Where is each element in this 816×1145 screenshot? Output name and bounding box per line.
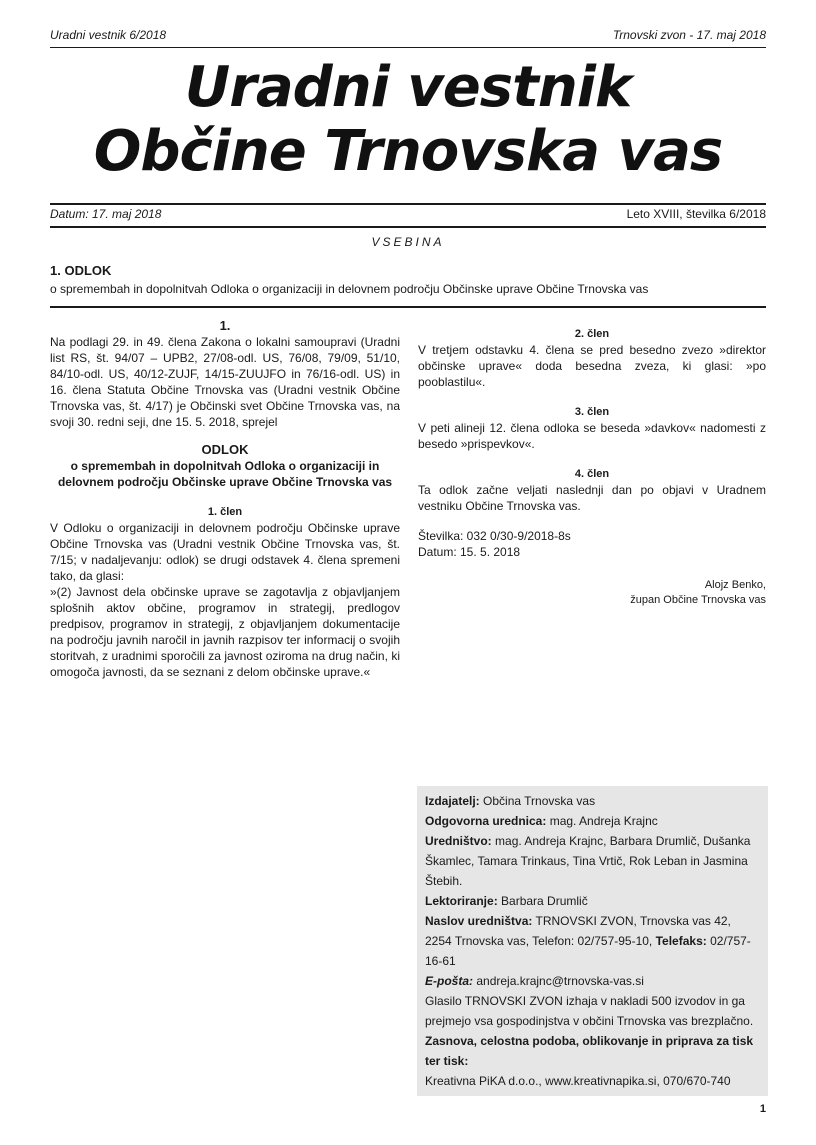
article-3-heading: 3. člen (574, 406, 610, 418)
signer-title: župan Občine Trnovska vas (630, 594, 766, 606)
article-3-text: V peti alineji 12. člena odloka se beseda »davkov« nadomesti z besedo »prispevkov«. (418, 421, 766, 451)
imprint-circulation: Glasilo TRNOVSKI ZVON izhaja v nakladi 500 izvodov in ga prejmejo vsa gospodinjstva v občini Trnovska vas brezplačno. (425, 994, 754, 1028)
article-4-heading: 4. člen (574, 468, 610, 480)
running-head-left: Uradni vestnik 6/2018 (50, 28, 167, 42)
imprint-editor: Odgovorna urednica: mag. Andreja Krajnc (425, 814, 658, 828)
masthead (50, 56, 766, 184)
email-link[interactable]: andreja.krajnc@trnovska-vas.si (476, 974, 644, 988)
toc-item-title: 1. ODLOK (50, 263, 112, 278)
article-2-text: V tretjem odstavku 4. člena se pred besedno zvezo »direktor občinske uprave« doda besedna zveza, ki glasi: »po pooblastilu«. (418, 343, 766, 389)
article-1-quote: »(2) Javnost dela občinske uprave se zagotavlja z objavljanjem splošnih aktov občine, programov in strategij, predlogov predpisov, programov in strategij, z objavljanjem dokumentacije na področju javnih naročil in javnih razpisov ter informacij o svojih storitvah, z uradnimi sporočili za javnost oziroma na drug način, ki omogoča javnosti, da se seznani z delom občinske uprave.« (50, 585, 400, 679)
toc-rule (50, 306, 766, 308)
imprint-design: Kreativna PiKA d.o.o., www.kreativnapika.si, 070/670-740 (425, 1074, 731, 1088)
article-2-heading: 2. člen (574, 328, 610, 340)
imprint-publisher: Izdajatelj: Občina Trnovska vas (425, 794, 596, 808)
imprint-address: Naslov uredništva: TRNOVSKI ZVON, Trnovska vas 42, 2254 Trnovska vas, Telefon: 02/757-95-10, Telefaks: 02/757-16-61 (425, 914, 751, 968)
header-rule (50, 47, 766, 48)
issue-date: Datum: 17. maj 2018 (50, 207, 162, 221)
right-column (418, 318, 766, 608)
article-1-text: V Odloku o organizaciji in delovnem področju Občinske uprave Občine Trnovska vas (Uradni vestnik Občine Trnovska vas, št. 7/15; v nadaljevanju: odlok) se drugi odstavek 4. člena spremeni tako, da glasi: (50, 521, 400, 583)
signature-block (418, 578, 766, 608)
masthead-line-2: Občine Trnovska vas (93, 119, 723, 184)
imprint-design-label: Zasnova, celostna podoba, oblikovanje in priprava za tisk ter tisk: (425, 1034, 754, 1068)
issue-number: Leto XVIII, številka 6/2018 (626, 207, 766, 221)
odlok-subtitle: o spremembah in dopolnitvah Odloka o organizaciji in delovnem področju Občinske uprave Občine Trnovska vas (57, 459, 393, 489)
dateline (50, 207, 766, 223)
imprint-box (417, 786, 768, 1096)
dateline-rule-bottom (50, 226, 766, 228)
imprint-email: E-pošta: andreja.krajnc@trnovska-vas.si (425, 974, 644, 988)
imprint-proofreading: Lektoriranje: Barbara Drumlič (425, 894, 588, 908)
article-4-text: Ta odlok začne veljati naslednji dan po objavi v Uradnem vestniku Občine Trnovska vas. (418, 483, 766, 513)
dateline-rule-top (50, 203, 766, 205)
preamble: Na podlagi 29. in 49. člena Zakona o lokalni samoupravi (Uradni list RS, št. 94/07 – UPB2, 27/08-odl. US, 76/08, 79/09, 51/10, 84/10-odl. US, 40/12-ZUJF, 14/15-ZUUJFO in 76/16-odl. US) in 16. člena Statuta Občine Trnovska vas (Uradni vestnik Občine Trnovska vas, št. 4/17) je Občinski svet Občine Trnovska vas, na svoji 30. redni seji, dne 15. 5. 2018, sprejel (50, 335, 400, 429)
odlok-heading: ODLOK (201, 442, 249, 457)
page-number: 1 (759, 1103, 766, 1115)
running-head (50, 28, 766, 44)
section-number: 1. (219, 318, 231, 333)
signer-name: Alojz Benko, (704, 579, 766, 591)
article-1-heading: 1. člen (207, 506, 243, 518)
toc-item-text: o spremembah in dopolnitvah Odloka o organizaciji in delovnem področju Občinske uprave Občine Trnovska vas (50, 282, 649, 296)
left-column (50, 318, 400, 680)
toc-heading: VSEBINA (371, 235, 445, 249)
document-date: Datum: 15. 5. 2018 (418, 545, 521, 559)
imprint-editorial-board: Uredništvo: mag. Andreja Krajnc, Barbara Drumlič, Dušanka Škamlec, Tamara Trinkaus, Tina Vrtič, Rok Leban in Jasmina Štebih. (425, 834, 751, 888)
masthead-line-1: Uradni vestnik (184, 55, 632, 120)
running-head-right: Trnovski zvon - 17. maj 2018 (612, 28, 766, 42)
document-number: Številka: 032 0/30-9/2018-8s (418, 529, 571, 543)
